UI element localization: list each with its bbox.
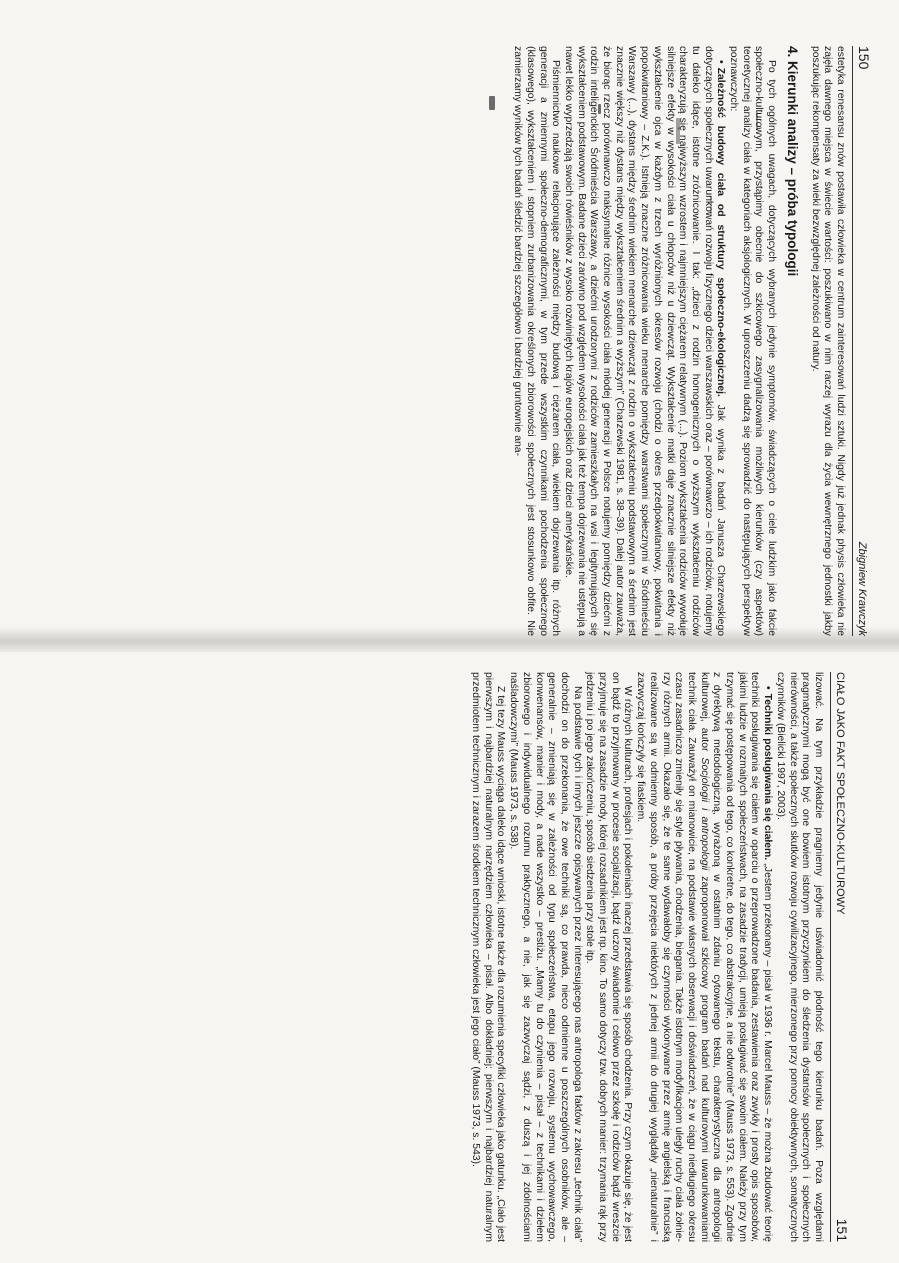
running-head-title: CIAŁO JAKO FAKT SPOŁECZNO-KULTUROWY — [834, 672, 846, 915]
page-number: 151 — [834, 1218, 850, 1242]
page-151 — [70, 672, 850, 1242]
section-heading: 4. Kierunki analizy – próba typologii — [784, 46, 800, 277]
paragraph-text: „Jestem przekonany – pisał w 1936 r. Marcel Mauss – że można zbudować teorię techniki posługiwania się ciałem w oparciu o przeprowadzone badania, zestawienia oraz zwykły i prosty opis sposobów, jakimi ludzie w rozmaitych społeczeństwach, na zasadzie tradycji, umieją posługiwać się swoim ciałem. Należy przy tym trzymać się postępowania od tego, co konkretne, do tego, co abstrakcyjne, a nie odwrotnie” (Mauss 1973, s. 553). Zgodnie z dyrektywą metodologiczną, wyrażoną w ostatnim zdaniu cytowanego tekstu, charakterystyczna dla antropologii kulturowej, autor — [698, 672, 774, 1242]
paragraph: lizować. Na tym przykładzie pragniemy jedynie uświadomić płodność tego kierunku badań. Poza względami pragmatycznymi mogą być one bowiem istotnym przyczynkiem do śledzenia dystansów społecznych i społecznych nierówności, a także społecznych skutków rozwoju cywilizacyjnego, mierzonego przy pomocy obiektywnych, somatycznych czynników (Bielicki 1997, 2003). — [774, 672, 824, 1242]
paragraph: Z tej tezy Mauss wyciąga daleko idące wnioski, istotne także dla rozumienia specyfiki człowieka jako gatunku. „Ciało jest pierwszym i najbardziej naturalnym narzędziem człowieka – pisał. Albo dokładniej: pierwszym i najbardziej naturalnym przedmiotem technicznym i zarazem środkiem technicznym człowieka jest jego ciało” (Mauss 1973, s. 543). — [470, 672, 507, 1242]
bullet-icon: • — [762, 686, 774, 690]
bullet-paragraph — [561, 46, 726, 636]
page-body — [510, 46, 846, 636]
paragraph: W różnych kulturach, profesjach i pokoleniach inaczej przedstawia się sposób chodzenia. Przy czym okazuje się, że jest on bądź to przyjmowany w procesie socjalizacji, bądź uczony świadomie i celowo przez szkołę i rodziców bądź wreszcie przyjmuje się na zasadzie mody, której rozsadnikiem jest np. kino. To samo dotyczy tzw. dobrych manier: trzymania rąk przy jedzeniu i po jego zakończeniu, sposób siedzenia przy stole itp. — [584, 672, 634, 1242]
book-title: Socjologii i antropologii — [698, 757, 710, 871]
bullet-heading: Techniki posługiwania się ciałem. — [762, 693, 774, 861]
page-number: 150 — [856, 46, 872, 70]
paragraph: estetyka renesansu znów postawiła człowieka w centrum zainteresowań ludzi sztuki. Nigdy już jednak physis człowieka nie zajęła dawnego miejsca w świecie wartości: poszukiwano w nim raczej wyrazu dla życia wewnętrznego jednostki jakby poszukując rekompensaty za wieki bezwzględnej zależności od natury. — [809, 46, 846, 636]
running-head-author: Zbigniew Krawczyk — [856, 541, 868, 636]
page-header — [852, 46, 872, 636]
paragraph-text: zaproponował szkicowy program badań nad kulturowymi uwarunkowaniami technik ciała. Zauważył on mianowicie, na podstawie własnych obserwacji i doświadczeń, że w ciągu niedługiego okresu czasu zasadniczo zmieniły się style pływania, chodzenia, biegania. Także istotnym modyfikacjom uległy ruchy ciała żołnierzy różnych armii. Okazało się, że te same wydawałoby się czynności wykonywane przez armię angielską i francuską realizowane są w odmienny sposób, a próby przejęcia niektórych z jednej armii do drugiej wyglądały „nienaturalnie” i zazwyczaj kończyły się fiaskiem. — [635, 672, 710, 1243]
page-header — [830, 672, 850, 1242]
bullet-icon: • — [715, 60, 727, 64]
bullet-heading: Zależność budowy ciała od struktury społeczno-ekologicznej. — [715, 67, 727, 397]
paragraph: Piśmiennictwo naukowe relacjonujące zależności między budową i ciężarem ciała, wiekiem dojrzewania itp. różnych generacji a zmiennymi społeczno-demograficznymi, w tym przede wszystkim czynnikami pochodzenia społecznego (klasowego), wykształceniem i stopniem zurbanizowania określonych zbiorowości społecznych jest stosunkowo obfite. Nie zamierzamy wyników tych badań śledzić bardziej szczegółowo i bardziej gruntownie ana- — [512, 46, 562, 636]
page-150 — [72, 46, 872, 636]
paragraph: Po tych ogólnych uwagach, dotyczących wybranych jedynie symptomów, świadczących o ciele ludzkim jako fakcie społeczno-kulturowym, przystąpimy obecnie do szkicowego zasygnalizowania możliwych kierunków (czy aspektów) teoretycznej analizy ciała w kategoriach aksjologicznych. W uproszczeniu dadzą się sprowadzić do następujących perspektyw poznawczych: — [728, 46, 778, 636]
paragraph-text: Jak wynika z badań Janusza Charzewskiego dotyczących społecznych uwarunkowań rozwoju fizycznego dzieci warszawskich oraz – porównawczo – ich rodziców, notujemy tu daleko idące, istotne zróżnicowanie. I tak: „dzieci z rodzin homogenicznych o wyższym wykształceniu rodziców charakteryzują się najwyższym wzrostem i najmniejszym ciężarem relatywnym (...). Poziom wykształcenia rodziców wywołuje silniejsze efekty w wysokości ciała u chłopców niż u dziewcząt. Wykształcenie matki daje znacznie silniejsze efekty niż wykształcenie ojca w każdym z trzech wyróżnionych okresów rozwoju (chodzi o okres przedpokwitaniowy, pokwitania i popokwitaniowy – Z.K.). Istnieją znaczne zróżnicowania wieku menarche pomiędzy warstwami społecznymi w Śródmieściu Warszawy (...), dystans między średnim wiekiem menarche dziewcząt z rodzin o wykształceniu podstawowym a średnim jest znacznie większy niż dystans między wykształceniem średnim a wyższym” (Charzewski 1981, s. 38–39). Dalej autor zauważa, że biorąc rzecz porównawczo maksymalne różnice wysokości ciała młodej generacji w Polsce notujemy pomiędzy dziećmi z rodzin inteligenckich Śródmieścia Warszawy, a dziećmi urodzonymi z rodziców zamieszkałych na wsi i legitymujących się wykształceniem podstawowym. Badane dzieci zarówno pod względem wysokości ciała jak też tempa dojrzewania nie ustępują a nawet lekko wyprzedzają swoich rówieśników z wysoko rozwiniętych krajów europejskich oraz dzieci amerykańskie. — [562, 46, 727, 636]
page-body — [468, 672, 824, 1242]
bullet-paragraph — [633, 672, 773, 1242]
paragraph: Na podstawie tych i innych jeszcze opisywanych przez interesującego nas antropologa faktów z zakresu „technik ciała” dochodzi on do przekonania, że owe techniki są, co prawda, nieco odmienne u poszczególnych osobników, ale – generalnie – zmieniają się w zależności od typu społeczeństwa, etapu jego rozwoju, systemu wychowawczego, konwenansów, manier i mody, a nade wszystko – prestiżu. „Mamy tu do czynienia – pisał – z technikami i dziełem zbiorowego i indywidualnego rozumu praktycznego, a nie, jak się zazwyczaj sądzi, z duszą i jej zdolnościami naśladowczymi” (Mauss 1973, s. 538). — [508, 672, 583, 1242]
